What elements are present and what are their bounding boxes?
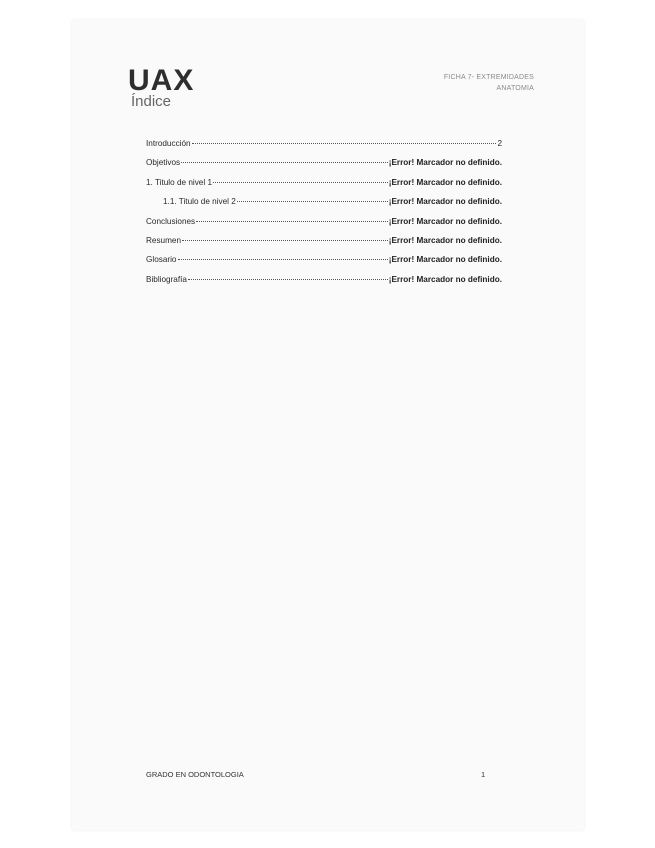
toc-entry-titulo-nivel-2[interactable] — [146, 197, 502, 216]
toc-entry-page: ¡Error! Marcador no definido. — [388, 216, 502, 226]
toc-dot-leader — [213, 182, 388, 183]
toc-entry-label: Conclusiones — [146, 216, 196, 226]
toc-entry-page: 2 — [497, 139, 502, 148]
uax-logo: UAX — [128, 64, 195, 97]
toc-entry-page: ¡Error! Marcador no definido. — [388, 177, 502, 187]
page-title: Índice — [131, 93, 172, 110]
toc-entry-introduccion[interactable] — [146, 139, 502, 158]
toc-entry-glosario[interactable] — [146, 255, 502, 274]
toc-dot-leader — [196, 221, 388, 222]
toc-entry-titulo-nivel-1[interactable] — [146, 178, 502, 197]
toc-entry-conclusiones[interactable] — [146, 217, 502, 236]
toc-entry-page: ¡Error! Marcador no definido. — [388, 235, 502, 245]
table-of-contents — [146, 139, 502, 294]
document-header — [444, 72, 534, 94]
toc-entry-label: Introducción — [146, 139, 191, 148]
toc-entry-label: Objetivos — [146, 158, 181, 168]
toc-dot-leader — [188, 279, 388, 280]
toc-entry-label: Glosario — [146, 255, 177, 265]
toc-entry-page: ¡Error! Marcador no definido. — [388, 158, 502, 168]
toc-entry-bibliografia[interactable] — [146, 275, 502, 294]
toc-dot-leader — [182, 240, 388, 241]
toc-dot-leader — [237, 201, 388, 202]
document-title: FICHA 7- EXTREMIDADES — [443, 74, 534, 81]
toc-entry-page: ¡Error! Marcador no definido. — [388, 274, 502, 284]
toc-entry-page: ¡Error! Marcador no definido. — [388, 197, 502, 207]
toc-entry-label: Resumen — [146, 235, 182, 245]
footer-program: GRADO EN ODONTOLOGIA — [146, 770, 244, 779]
toc-entry-resumen[interactable] — [146, 236, 502, 255]
toc-entry-label: 1.1. Titulo de nivel 2 — [163, 197, 236, 207]
toc-entry-page: ¡Error! Marcador no definido. — [388, 255, 502, 265]
footer-page-number: 1 — [481, 770, 486, 779]
toc-entry-label: Bibliografía — [146, 274, 187, 284]
toc-entry-objetivos[interactable] — [146, 158, 502, 177]
document-subtitle: ANATOMIA — [496, 85, 534, 92]
toc-dot-leader — [192, 143, 497, 144]
toc-dot-leader — [178, 259, 388, 260]
toc-entry-label: 1. Titulo de nivel 1 — [146, 177, 212, 187]
toc-dot-leader — [181, 162, 388, 163]
